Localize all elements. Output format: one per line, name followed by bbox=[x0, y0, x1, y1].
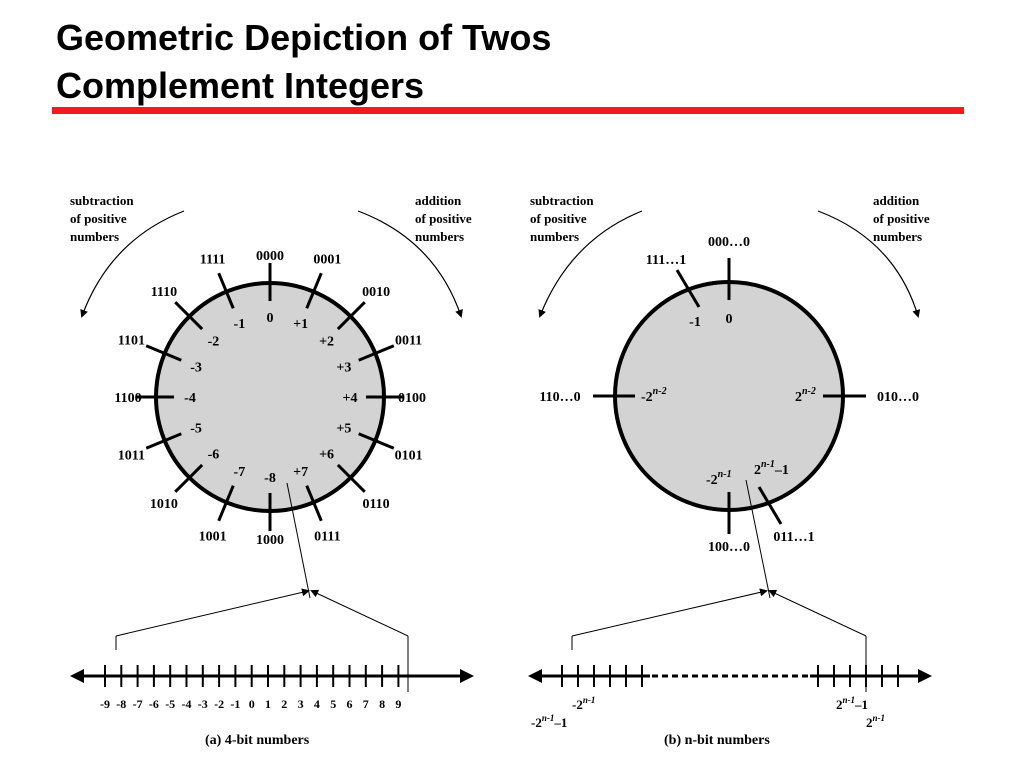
left-number-line-arrow-left bbox=[70, 669, 84, 683]
left-tick-binary-label: 0000 bbox=[256, 249, 284, 264]
left-zoom-line-left-diag bbox=[116, 591, 308, 636]
left-number-line-label: 3 bbox=[297, 697, 304, 711]
left-number-line-label: 1 bbox=[265, 697, 271, 711]
left-diagram bbox=[70, 193, 475, 748]
left-tick-binary-label: 0011 bbox=[394, 333, 423, 349]
right-number-line-arrow-left bbox=[528, 669, 542, 683]
left-tick-binary-label: 1011 bbox=[117, 448, 146, 464]
left-tick-binary-label: 0101 bbox=[394, 448, 423, 464]
left-tick-decimal-label: +4 bbox=[342, 391, 358, 406]
right-left-value: -2$^{n-2}$ bbox=[641, 386, 667, 405]
left-arc-addition-label: addition of positive numbers bbox=[415, 193, 472, 244]
left-number-line-label: -2 bbox=[214, 697, 225, 711]
left-number-line-label: -9 bbox=[100, 697, 110, 711]
left-tick-binary-label: 1110 bbox=[150, 284, 178, 300]
left-tick-decimal-label: -1 bbox=[233, 317, 246, 333]
right-right-binary: 010…0 bbox=[877, 390, 919, 405]
left-tick-decimal-label: +3 bbox=[336, 360, 352, 376]
left-tick-decimal-label: -3 bbox=[190, 360, 202, 376]
left-tick-binary-label: 0001 bbox=[313, 252, 342, 268]
left-number-line-label: 0 bbox=[248, 697, 255, 711]
left-tick-decimal-label: 0 bbox=[266, 311, 274, 326]
left-tick-binary-label: 0100 bbox=[398, 391, 426, 406]
left-tick-decimal-label: -2 bbox=[207, 334, 220, 350]
left-number-line-label: -3 bbox=[197, 697, 208, 711]
left-number-line-label: -7 bbox=[132, 697, 143, 711]
left-number-line-label: 8 bbox=[379, 697, 386, 711]
left-number-line-label: 5 bbox=[330, 697, 337, 711]
left-number-line-label: 4 bbox=[313, 697, 320, 711]
left-tick-decimal-label: +7 bbox=[293, 464, 309, 480]
right-bottom-value: -2$^{n-1}$ bbox=[706, 469, 732, 488]
right-diagram bbox=[528, 193, 933, 748]
left-tick-decimal-label: +6 bbox=[319, 447, 335, 463]
right-arc-addition-label: addition of positive numbers bbox=[873, 193, 930, 244]
right-addition-arrow bbox=[818, 211, 918, 316]
left-number-line-label: 9 bbox=[395, 697, 402, 711]
left-tick-binary-label: 0110 bbox=[362, 497, 390, 513]
right-bottomright-binary: 011…1 bbox=[773, 530, 815, 545]
left-number-line-ticks bbox=[100, 665, 401, 711]
right-topleft-binary: 111…1 bbox=[645, 253, 687, 268]
right-subtraction-arrow bbox=[540, 211, 642, 316]
left-number-line-label: -4 bbox=[181, 697, 192, 711]
right-zoom-line-left-diag bbox=[572, 591, 766, 636]
left-tick-binary-label: 1111 bbox=[199, 252, 226, 268]
right-topleft-decimal: -1 bbox=[689, 315, 701, 330]
right-nl-right-inner-label: 2$^{n-1}$–1 bbox=[836, 695, 869, 712]
left-number-line-arrow-right bbox=[460, 669, 474, 683]
left-addition-arrow bbox=[358, 211, 461, 316]
left-tick-binary-label: 1010 bbox=[149, 497, 178, 513]
right-nl-left-inner-label: -2$^{n-1}$ bbox=[572, 695, 596, 712]
left-tick-binary-label: 0111 bbox=[314, 529, 341, 545]
left-tick-decimal-label: +1 bbox=[293, 317, 309, 333]
left-tick-binary-label: 1001 bbox=[198, 529, 227, 545]
right-left-binary: 110…0 bbox=[539, 390, 581, 405]
right-bottom-binary: 100…0 bbox=[708, 540, 750, 555]
right-top-binary: 000…0 bbox=[708, 235, 750, 250]
right-right-value: 2$^{n-2}$ bbox=[795, 386, 816, 405]
left-number-line-label: -5 bbox=[165, 697, 176, 711]
left-tick-decimal-label: -5 bbox=[190, 421, 202, 437]
right-zoom-line-right-diag bbox=[770, 591, 866, 636]
left-tick-binary-label: 0010 bbox=[362, 284, 391, 300]
left-number-line-label: -8 bbox=[116, 697, 127, 711]
right-number-line-arrow-right bbox=[918, 669, 932, 683]
right-top-decimal: 0 bbox=[725, 312, 733, 327]
slide-title-line-1: Geometric Depiction of Twos bbox=[56, 17, 552, 58]
left-tick-decimal-label: -4 bbox=[184, 391, 196, 406]
left-tick-decimal-label: -8 bbox=[264, 471, 276, 486]
slide-title-line-2: Complement Integers bbox=[56, 65, 425, 106]
left-number-line-label: 7 bbox=[362, 697, 369, 711]
left-tick-decimal-label: -7 bbox=[233, 464, 246, 480]
left-tick-binary-label: 1000 bbox=[256, 533, 284, 548]
right-bottomright-value: 2$^{n-1}$–1 bbox=[754, 459, 789, 478]
left-tick-binary-label: 1100 bbox=[114, 391, 142, 406]
left-number-line-label: 6 bbox=[346, 697, 353, 711]
right-arc-subtraction-label: subtraction of positive numbers bbox=[530, 193, 594, 244]
right-caption: (b) n-bit numbers bbox=[664, 733, 770, 748]
left-subtraction-arrow bbox=[82, 211, 184, 316]
left-caption: (a) 4-bit numbers bbox=[205, 733, 310, 748]
left-zoom-line-right-diag bbox=[312, 591, 408, 636]
left-number-line-label: -1 bbox=[230, 697, 241, 711]
left-tick-decimal-label: +2 bbox=[319, 334, 335, 350]
left-tick-decimal-label: +5 bbox=[336, 421, 352, 437]
left-number-line-label: 2 bbox=[281, 697, 288, 711]
right-nl-right-outer-label: 2$^{n-1}$ bbox=[866, 713, 886, 730]
left-tick-binary-label: 1101 bbox=[117, 333, 146, 349]
left-arc-subtraction-label: subtraction of positive numbers bbox=[70, 193, 134, 244]
left-tick-decimal-label: -6 bbox=[207, 447, 220, 463]
right-nl-left-outer-label: -2$^{n-1}$–1 bbox=[531, 713, 568, 730]
left-number-line-label: -6 bbox=[148, 697, 159, 711]
